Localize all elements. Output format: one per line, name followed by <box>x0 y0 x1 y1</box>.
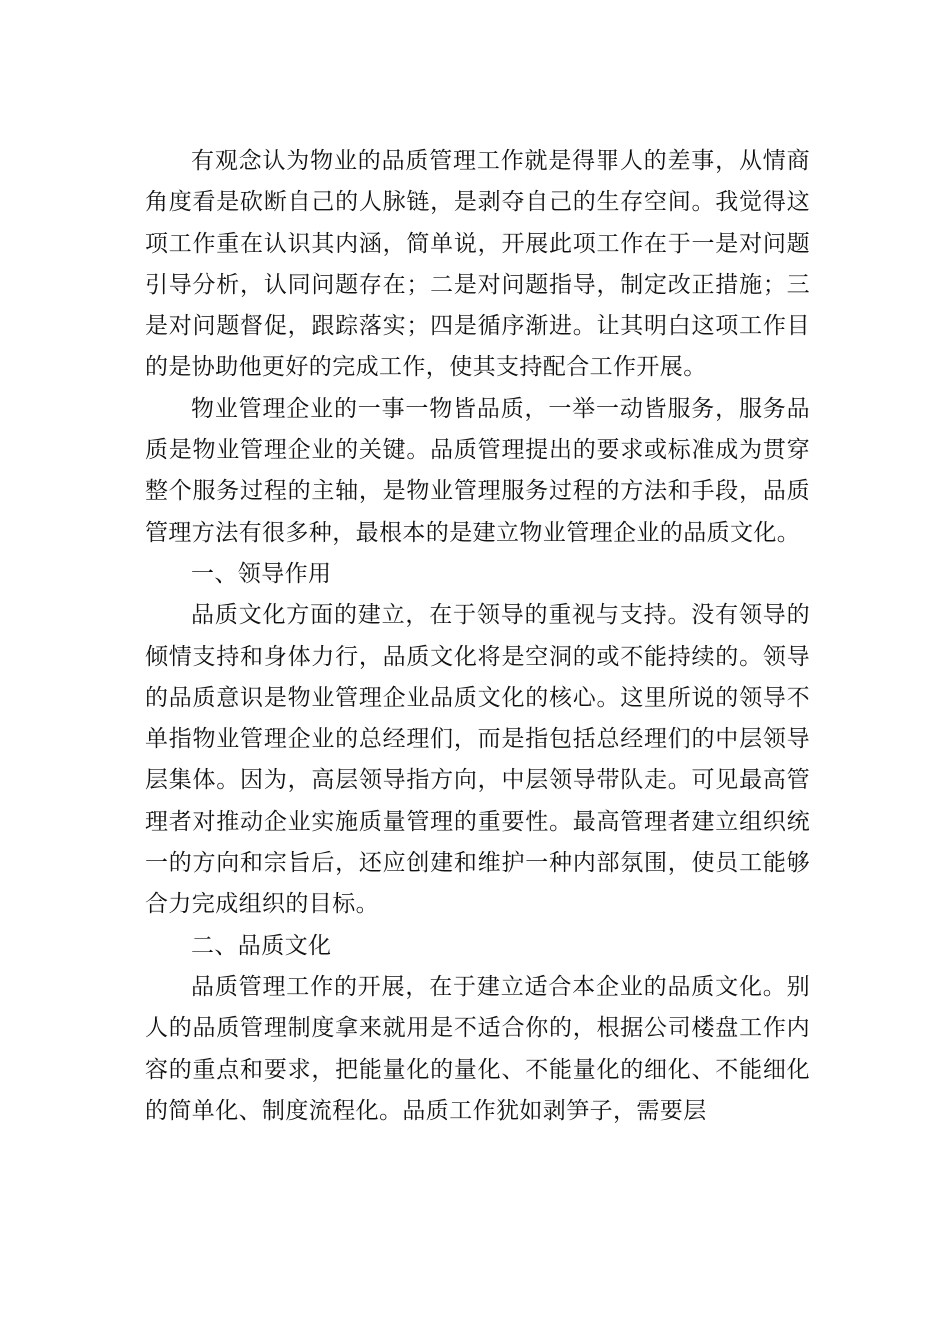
paragraph-3: 品质文化方面的建立，在于领导的重视与支持。没有领导的倾情支持和身体力行，品质文化将是空洞的或不能持续的。领导的品质意识是物业管理企业品质文化的核心。这里所说的领导不单指物业管理企业的总经理们，而是指包括总经理们的中层领导层集体。因为，高层领导指方向，中层领导带队走。可见最高管理者对推动企业实施质量管理的重要性。最高管理者建立组织统一的方向和宗旨后，还应创建和维护一种内部氛围，使员工能够合力完成组织的目标。 <box>145 602 810 918</box>
section-heading-leadership: 一、领导作用 <box>191 560 332 587</box>
paragraph-4: 品质管理工作的开展，在于建立适合本企业的品质文化。别人的品质管理制度拿来就用是不适合你的，根据公司楼盘工作内容的重点和要求，把能量化的量化、不能量化的细化、不能细化的简单化、制度流程化。品质工作犹如剥笋子，需要层 <box>145 973 810 1124</box>
paragraph-2: 物业管理企业的一事一物皆品质，一举一动皆服务，服务品质是物业管理企业的关键。品质管理提出的要求或标准成为贯穿整个服务过程的主轴，是物业管理服务过程的方法和手段，品质管理方法有很多种，最根本的是建立物业管理企业的品质文化。 <box>145 395 810 546</box>
section-heading-quality-culture: 二、品质文化 <box>191 932 332 959</box>
document-body <box>145 141 810 1132</box>
paragraph-1: 有观念认为物业的品质管理工作就是得罪人的差事，从情商角度看是砍断自己的人脉链，是剥夺自己的生存空间。我觉得这项工作重在认识其内涵，简单说，开展此项工作在于一是对问题引导分析，认同问题存在；二是对问题指导，制定改正措施；三是对问题督促，跟踪落实；四是循序渐进。让其明白这项工作目的是协助他更好的完成工作，使其支持配合工作开展。 <box>145 148 810 381</box>
